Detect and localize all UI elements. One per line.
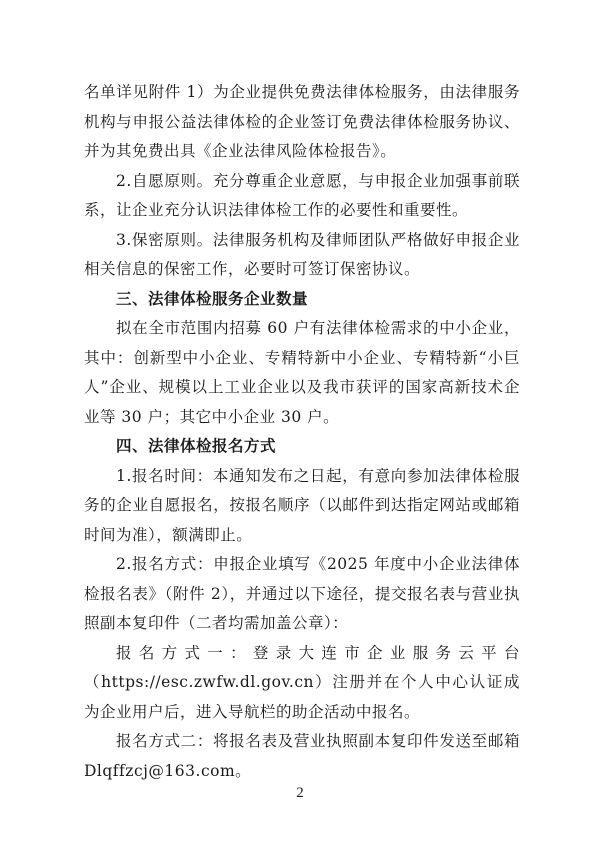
paragraph-enterprise-quantity: 拟在全市范围内招募 60 户有法律体检需求的中小企业，其中：创新型中小企业、专精特新中小企业、专精特新“小巨人”企业、规模以上工业企业以及我市获评的国家高新技术企业等 30 户；其它中小企业 30 户。 (84, 319, 520, 426)
paragraph-registration-time: 1.报名时间：本通知发布之日起，有意向参加法律体检服务的企业自愿报名，按报名顺序（以邮件到达指定网站或邮箱时间为准），额满即止。 (84, 466, 520, 544)
paragraph-confidentiality-principle: 3.保密原则。法律服务机构及律师团队严格做好申报企业相关信息的保密工作，必要时可签订保密协议。 (84, 230, 520, 278)
paragraph-registration-method-two: 报名方式二：将报名表及营业执照副本复印件发送至邮箱 Dlqffzcj@163.com。 (84, 732, 520, 780)
paragraph-registration-method: 2.报名方式：申报企业填写《2025 年度中小企业法律体检报名表》（附件 2），并通过以下途径，提交报名表与营业执照副本复印件（二者均需加盖公章）： (84, 555, 520, 632)
heading-section-3: 三、法律体检服务企业数量 (116, 289, 309, 308)
paragraph-attachment-1-continuation: 名单详见附件 1）为企业提供免费法律体检服务，由法律服务机构与申报公益法律体检的企业签订免费法律体检服务协议、并为其免费出具《企业法律风险体检报告》。 (84, 83, 520, 160)
heading-section-4: 四、法律体检报名方式 (116, 437, 277, 455)
document-body (84, 78, 520, 786)
paragraph-registration-method-one: 报名方式一：登录大连市企业服务云平台（https://esc.zwfw.dl.gov.cn）注册并在个人中心认证成为企业用户后，进入导航栏的助企活动中报名。 (84, 643, 520, 721)
page-number: 2 (296, 785, 304, 801)
paragraph-voluntary-principle: 2.自愿原则。充分尊重企业意愿，与申报企业加强事前联系，让企业充分认识法律体检工作的必要性和重要性。 (84, 171, 520, 219)
